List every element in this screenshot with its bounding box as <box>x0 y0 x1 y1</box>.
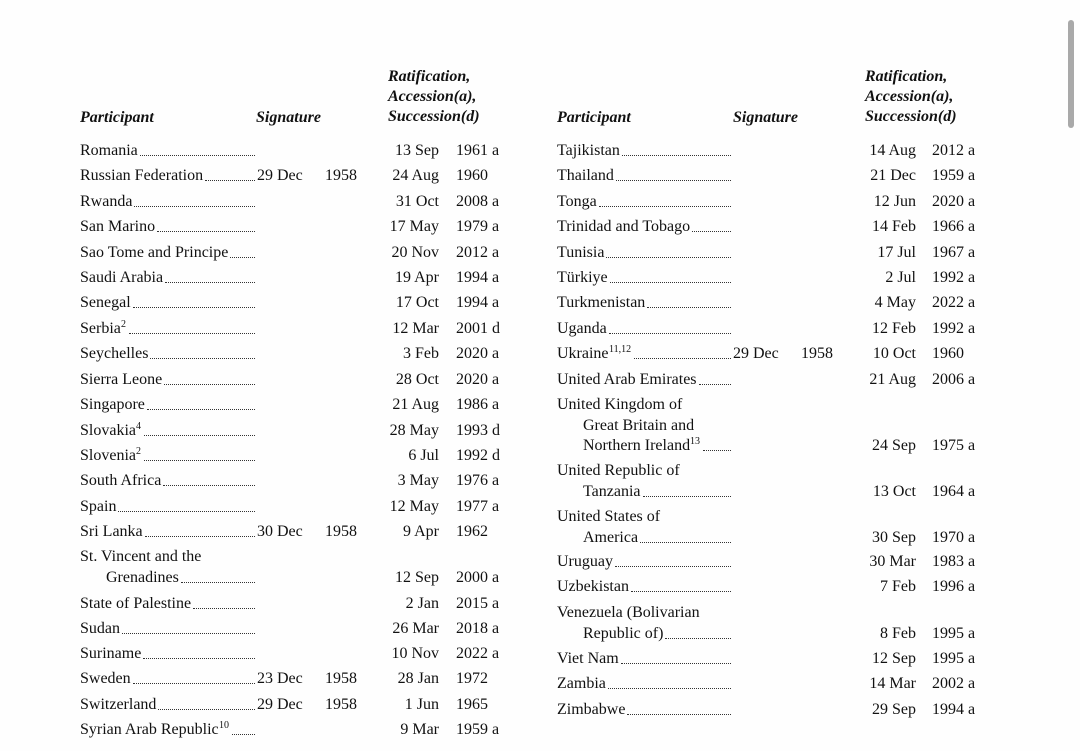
ratification-year: 2012 a <box>456 244 500 261</box>
ratification-year: 2006 a <box>932 371 976 388</box>
participant-name: St. Vincent and the <box>80 548 202 565</box>
ratification-date: 31 Oct <box>395 193 439 210</box>
ratification-date: 24 Aug <box>392 167 439 184</box>
participant-name: United Kingdom of <box>557 396 683 413</box>
ratification-date: 14 Aug <box>869 142 916 159</box>
participant-name: Suriname <box>80 645 142 662</box>
ratification-date: 26 Mar <box>392 620 439 637</box>
dot-leader <box>205 178 255 181</box>
participant-name: Turkmenistan <box>557 294 646 311</box>
ratification-year: 1964 a <box>932 482 976 500</box>
ratification-date: 21 Dec <box>870 167 916 184</box>
ratification-year: 1959 a <box>456 721 500 738</box>
ratification-year: 1994 a <box>456 294 500 311</box>
participant-header-left: Participant <box>80 109 154 126</box>
participant-name: Saudi Arabia <box>80 269 164 286</box>
signature-date: 29 Dec <box>257 696 303 713</box>
ratification-year: 1960 <box>456 167 488 184</box>
dot-leader <box>703 448 731 451</box>
ratification-date: 7 Feb <box>880 578 916 595</box>
ratification-date: 12 Sep <box>872 650 916 667</box>
dot-leader <box>118 509 255 512</box>
participant-name: Serbia <box>80 320 121 337</box>
ratification-date: 12 Sep <box>395 568 439 586</box>
ratification-date: 19 Apr <box>395 269 439 286</box>
ratification-year: 1993 d <box>456 422 500 439</box>
ratification-date: 21 Aug <box>869 371 916 388</box>
ratification-date: 10 Oct <box>872 345 916 362</box>
participant-name: Great Britain and <box>583 416 695 434</box>
dot-leader <box>606 255 731 258</box>
signature-year: 1958 <box>325 167 357 184</box>
dot-leader <box>193 606 255 609</box>
participant-name: United Republic of <box>557 462 680 479</box>
ratification-year: 2020 a <box>932 193 976 210</box>
participant-name: Uzbekistan <box>557 578 629 595</box>
participant-name: San Marino <box>80 218 156 235</box>
participant-name: Zambia <box>557 675 606 692</box>
signature-year: 1958 <box>801 345 833 362</box>
dot-leader <box>163 483 255 486</box>
participant-name: Tanzania <box>583 482 641 500</box>
ratification-year: 2008 a <box>456 193 500 210</box>
ratification-date: 12 Mar <box>392 320 439 337</box>
ratification-year: 1960 <box>932 345 964 362</box>
ratification-date: 14 Feb <box>872 218 916 235</box>
ratification-date: 10 Nov <box>391 645 439 662</box>
dot-leader <box>609 331 731 334</box>
participant-name: Uganda <box>557 320 607 337</box>
ratification-date: 12 Feb <box>872 320 916 337</box>
participant-name: Thailand <box>557 167 614 184</box>
participant-name: Tunisia <box>557 244 605 261</box>
participant-name: Romania <box>80 142 138 159</box>
participant-name: Zimbabwe <box>557 701 626 718</box>
dot-leader <box>634 356 731 359</box>
ratification-year: 1994 a <box>456 269 500 286</box>
participant-name: Syrian Arab Republic <box>80 721 219 738</box>
dot-leader <box>164 382 255 385</box>
ratification-date: 9 Apr <box>403 523 439 540</box>
dot-leader <box>145 534 255 537</box>
participant-name: Northern Ireland <box>583 437 691 454</box>
participant-name: State of Palestine <box>80 595 192 612</box>
ratification-date: 8 Feb <box>880 624 916 642</box>
ratification-date: 2 Jul <box>885 269 916 286</box>
participant-name: Slovakia <box>80 422 136 439</box>
dot-leader <box>622 153 731 156</box>
participant-name: Sudan <box>80 620 120 637</box>
ratification-year: 1970 a <box>932 528 976 546</box>
ratification-date: 14 Mar <box>869 675 916 692</box>
ratification-date: 12 May <box>389 498 439 515</box>
ratification-header-line-3: Succession(d) <box>388 108 480 125</box>
ratification-date: 13 Oct <box>872 482 916 500</box>
ratification-year: 1983 a <box>932 553 976 570</box>
ratification-date: 13 Sep <box>395 142 439 159</box>
participant-name: Singapore <box>80 396 145 413</box>
ratification-year: 2022 a <box>932 294 976 311</box>
ratification-year: 1995 a <box>932 624 976 642</box>
ratification-header-line-2: Accession(a), <box>388 88 477 105</box>
participant-name: Sierra Leone <box>80 371 163 388</box>
signature-date: 23 Dec <box>257 670 303 687</box>
participant-name: Slovenia <box>80 447 136 464</box>
ratification-date: 17 Oct <box>395 294 439 311</box>
ratification-year: 2012 a <box>932 142 976 159</box>
ratification-date: 4 May <box>874 294 916 311</box>
ratification-date: 12 Jun <box>873 193 916 210</box>
ratification-date: 2 Jan <box>405 595 439 612</box>
ratification-year: 1976 a <box>456 472 500 489</box>
signature-header-left: Signature <box>256 109 321 126</box>
participant-name: United Arab Emirates <box>557 371 697 388</box>
participant-name: South Africa <box>80 472 162 489</box>
participant-name: Russian Federation <box>80 167 204 184</box>
dot-leader <box>692 229 731 232</box>
ratification-year: 1992 a <box>932 269 976 286</box>
participant-name: Grenadines <box>106 568 179 586</box>
signature-year: 1958 <box>325 670 357 687</box>
ratification-header-left <box>388 67 480 127</box>
ratification-date: 9 Mar <box>400 721 439 738</box>
ratification-date: 29 Sep <box>872 701 916 718</box>
signature-year: 1958 <box>325 523 357 540</box>
participant-name: Venezuela (Bolivarian <box>557 604 700 621</box>
dot-leader <box>129 331 255 334</box>
ratification-year: 1972 <box>456 670 488 687</box>
dot-leader <box>133 681 255 684</box>
dot-leader <box>616 178 731 181</box>
dot-leader <box>631 589 731 592</box>
signature-year: 1958 <box>325 696 357 713</box>
participant-name: America <box>583 528 639 546</box>
dot-leader <box>147 407 255 410</box>
dot-leader <box>232 732 255 735</box>
ratification-year: 1965 <box>456 696 488 713</box>
ratification-year: 1959 a <box>932 167 976 184</box>
treaty-participants-page: Participant Signature Ratification, Accession(a), Succession(d) Participant Signature Ratification, Accession(a), Succession(d) Romania 13 Sep 1961 a Russian Federation 29 Dec 1958 24 Aug 1960 Rwanda 31 Oct 2008 a San Marino 17 May 1979 a Sao Tome and Principe 20 Nov 2012 a Saudi Arabia 19 Apr 1994 a Senegal 17 Oct 1994 a Serbia 2 12 Mar 2001 d Seychelles 3 Feb 2020 a Sierra Leone 28 Oct 2020 a Singapore 21 Aug 1986 a Slovakia 4 28 May 1993 d Slovenia 2 6 Jul 1992 d South Africa 3 May 1976 a Spain 12 May 1977 a Sri Lanka 30 Dec 1958 9 Apr 1962 St. Vincent and the Grenadines 12 Sep 2000 a State of Palestine 2 Jan 2015 a Sudan 26 Mar 2018 a Suriname 10 Nov 2022 a Sweden 23 Dec 1958 28 Jan 1972 Switzerland 29 Dec 1958 1 Jun 1965 Syrian Arab Republic 10 9 Mar 1959 a Tajikistan 14 Aug 2012 a Thailand 21 Dec 1959 a Tonga 12 Jun 2020 a Trinidad and Tobago 14 Feb 1966 a Tunisia 17 Jul 1967 a Türkiye 2 Jul 1992 a Turkmenistan 4 May 2022 a Uganda 12 Feb 1992 a Ukraine 11,12 29 Dec 1958 10 Oct 1960 United Arab Emirates 21 Aug 2006 a United Kingdom of Great Britain and Northern Ireland 13 24 Sep 1975 a United Republic of Tanzania 13 Oct 1964 a United States of America 30 Sep 1970 a Uruguay 30 Mar 1983 a Uzbekistan 7 Feb 1996 a Venezuela (Bolivarian Republic of) 8 Feb 1995 a Viet Nam 12 Sep 1995 a Zambia 14 Mar 2002 a Zimbabwe 29 Sep 1994 a <box>0 0 1080 751</box>
participant-name: Sri Lanka <box>80 523 143 540</box>
dot-leader <box>143 656 255 659</box>
participant-name: Sao Tome and Principe <box>80 244 229 261</box>
signature-header-right: Signature <box>733 109 798 126</box>
ratification-year: 1961 a <box>456 142 500 159</box>
participant-name: Türkiye <box>557 269 608 286</box>
participant-name: Sweden <box>80 670 131 687</box>
dot-leader <box>122 631 255 634</box>
participant-name: Tonga <box>557 193 597 210</box>
dot-leader <box>647 305 731 308</box>
ratification-date: 3 Feb <box>403 345 439 362</box>
ratification-year: 1992 a <box>932 320 976 337</box>
ratification-date: 3 May <box>397 472 439 489</box>
participant-name: Spain <box>80 498 117 515</box>
ratification-year: 2018 a <box>456 620 500 637</box>
ratification-date: 1 Jun <box>404 696 439 713</box>
dot-leader <box>615 564 731 567</box>
participant-name: Republic of) <box>583 624 664 642</box>
signature-date: 29 Dec <box>733 345 779 362</box>
dot-leader <box>665 636 731 639</box>
ratification-date: 28 May <box>389 422 439 439</box>
participant-name: Senegal <box>80 294 131 311</box>
ratification-year: 2020 a <box>456 371 500 388</box>
participant-name: Ukraine <box>557 345 609 362</box>
ratification-year: 1995 a <box>932 650 976 667</box>
participant-name: Rwanda <box>80 193 133 210</box>
ratification-year: 2001 d <box>456 320 500 337</box>
dot-leader <box>144 433 255 436</box>
signature-date: 29 Dec <box>257 167 303 184</box>
ratification-year: 2000 a <box>456 568 500 586</box>
dot-leader <box>640 540 731 543</box>
ratification-header-right <box>865 67 957 127</box>
ratification-year: 1979 a <box>456 218 500 235</box>
ratification-year: 1962 <box>456 523 488 540</box>
participant-name: Viet Nam <box>557 650 619 667</box>
ratification-date: 28 Jan <box>397 670 439 687</box>
ratification-date: 20 Nov <box>391 244 439 261</box>
dot-leader <box>140 153 255 156</box>
ratification-year: 1986 a <box>456 396 500 413</box>
dot-leader <box>134 204 255 207</box>
ratification-date: 28 Oct <box>395 371 439 388</box>
ratification-year: 2015 a <box>456 595 500 612</box>
dot-leader <box>643 494 731 497</box>
dot-leader <box>158 707 255 710</box>
ratification-date: 21 Aug <box>392 396 439 413</box>
participant-name: Seychelles <box>80 345 149 362</box>
ratification-date: 24 Sep <box>872 437 916 454</box>
vertical-scrollbar[interactable] <box>1068 20 1074 128</box>
participant-name: United States of <box>557 508 661 525</box>
dot-leader <box>181 580 255 583</box>
dot-leader <box>627 712 731 715</box>
dot-leader <box>165 280 255 283</box>
participant-name: Switzerland <box>80 696 157 713</box>
ratification-year: 2020 a <box>456 345 500 362</box>
dot-leader <box>157 229 255 232</box>
ratification-year: 2022 a <box>456 645 500 662</box>
participant-header-right: Participant <box>557 109 631 126</box>
dot-leader <box>621 661 731 664</box>
dot-leader <box>599 204 731 207</box>
ratification-year: 1966 a <box>932 218 976 235</box>
ratification-header-line-2: Accession(a), <box>865 88 954 105</box>
signature-date: 30 Dec <box>257 523 303 540</box>
ratification-date: 17 Jul <box>877 244 916 261</box>
dot-leader <box>610 280 731 283</box>
ratification-year: 1996 a <box>932 578 976 595</box>
ratification-year: 1977 a <box>456 498 500 515</box>
participant-name: Trinidad and Tobago <box>557 218 691 235</box>
ratification-year: 1992 d <box>456 447 500 464</box>
ratification-date: 30 Sep <box>872 528 916 546</box>
dot-leader <box>699 382 731 385</box>
ratification-year: 1967 a <box>932 244 976 261</box>
ratification-header-line-1: Ratification, <box>865 68 948 85</box>
ratification-year: 2002 a <box>932 675 976 692</box>
ratification-year: 1994 a <box>932 701 976 718</box>
ratification-date: 30 Mar <box>869 553 916 570</box>
dot-leader <box>150 356 255 359</box>
participant-name: Tajikistan <box>557 142 620 159</box>
ratification-header-line-3: Succession(d) <box>865 108 957 125</box>
participant-name: Uruguay <box>557 553 613 570</box>
ratification-header-line-1: Ratification, <box>388 68 471 85</box>
ratification-year: 1975 a <box>932 437 976 454</box>
ratification-date: 6 Jul <box>408 447 439 464</box>
ratification-date: 17 May <box>389 218 439 235</box>
dot-leader <box>230 255 255 258</box>
dot-leader <box>608 686 731 689</box>
dot-leader <box>144 458 255 461</box>
dot-leader <box>133 305 255 308</box>
